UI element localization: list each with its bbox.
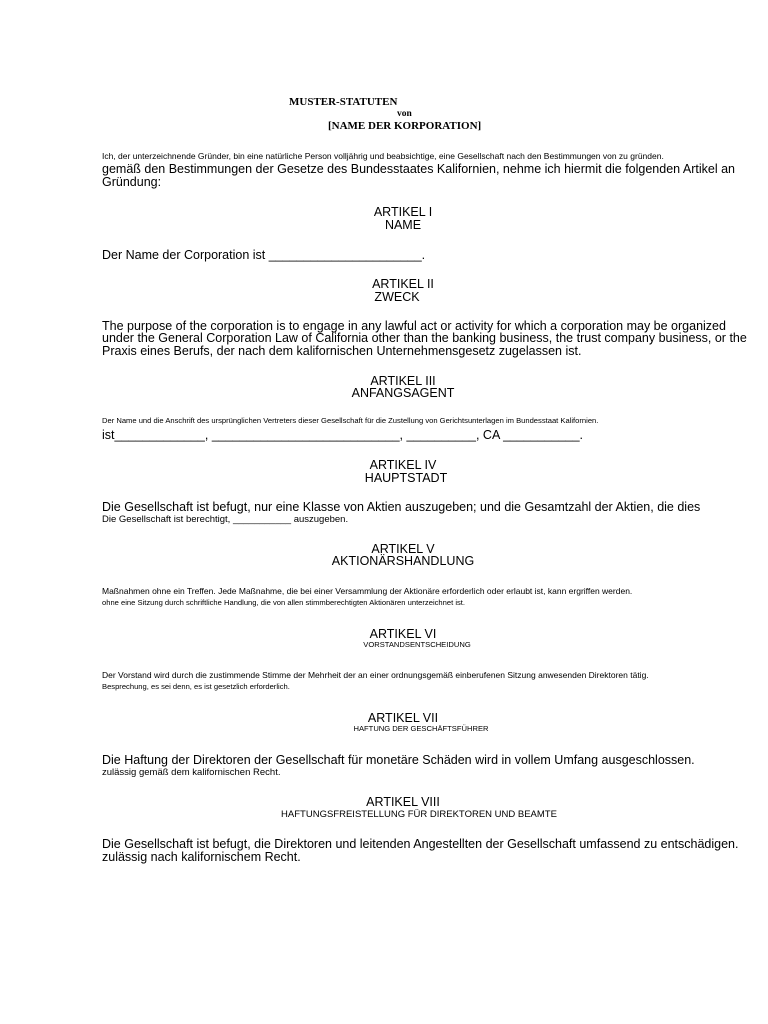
article-2-number: ARTIKEL II: [372, 277, 434, 291]
article-7-number: ARTIKEL VII: [367, 711, 439, 725]
article-7-line-2: zulässig gemäß dem kalifornischen Recht.: [102, 767, 281, 778]
article-8-number: ARTIKEL VIII: [366, 795, 440, 809]
article-4-line-2: Die Gesellschaft ist berechtigt, ___________ auszugeben.: [102, 514, 349, 525]
article-5-number: ARTIKEL V: [371, 542, 435, 556]
article-1-number: ARTIKEL I: [373, 205, 433, 219]
article-5-line-2: ohne eine Sitzung durch schriftliche Handlung, die von allen stimmberechtigten Aktionären unterzeichnet ist.: [102, 598, 466, 607]
article-3-number: ARTIKEL III: [370, 374, 436, 388]
intro-line-1: Ich, der unterzeichnende Gründer, bin eine natürliche Person volljährig und beabsichtige, eine Gesellschaft nach den Bestimmungen von zu gründen.: [102, 151, 664, 161]
corporation-name-placeholder: [NAME DER KORPORATION]: [328, 120, 482, 132]
article-7-heading: HAFTUNG DER GESCHÄFTSFÜHRER: [353, 724, 489, 733]
article-4-heading: HAUPTSTADT: [364, 471, 448, 485]
article-2-line-1: The purpose of the corporation is to engage in any lawful act or activity for which a corporation may be organized: [102, 319, 726, 333]
article-6-line-2: Besprechung, es sei denn, es ist gesetzlich erforderlich.: [102, 682, 290, 691]
article-5-line-1: Maßnahmen ohne ein Treffen. Jede Maßnahme, die bei einer Versammlung der Aktionäre erforderlich oder erlaubt ist, kann ergriffen werden.: [102, 586, 633, 596]
article-1-heading: NAME: [384, 218, 422, 232]
article-6-heading: VORSTANDSENTSCHEIDUNG: [363, 640, 471, 649]
article-7-line-1: Die Haftung der Direktoren der Gesellschaft für monetäre Schäden wird in vollem Umfang ausgeschlossen.: [102, 753, 695, 767]
title-von: von: [397, 109, 412, 119]
article-1-text: Der Name der Corporation ist ______________________.: [102, 248, 426, 262]
article-8-line-1: Die Gesellschaft ist befugt, die Direktoren und leitenden Angestellten der Gesellschaft umfassend zu entschädigen.: [102, 837, 739, 851]
article-4-number: ARTIKEL IV: [369, 458, 437, 472]
article-6-number: ARTIKEL VI: [369, 627, 437, 641]
intro-line-3: Gründung:: [102, 175, 162, 189]
document-title: MUSTER-STATUTEN: [289, 96, 398, 108]
article-4-line-1: Die Gesellschaft ist befugt, nur eine Klasse von Aktien auszugeben; und die Gesamtzahl der Aktien, die dies: [102, 500, 701, 514]
article-6-line-1: Der Vorstand wird durch die zustimmende Stimme der Mehrheit der an einer ordnungsgemäß einberufenen Sitzung anwesenden Direktoren tätig.: [102, 670, 649, 680]
article-3-line-2: ist_____________, ___________________________, __________, CA ___________.: [102, 428, 584, 442]
article-3-heading: ANFANGSAGENT: [351, 386, 455, 400]
article-2-heading: ZWECK: [374, 290, 420, 304]
article-3-line-1: Der Name und die Anschrift des ursprünglichen Vertreters dieser Gesellschaft für die Zustellung von Gerichtsunterlagen im Bundesstaat Kalifornien.: [102, 416, 599, 425]
article-8-heading: HAFTUNGSFREISTELLUNG FÜR DIREKTOREN UND BEAMTE: [281, 809, 557, 820]
article-2-line-3: Praxis eines Berufs, der nach dem kalifornischen Unternehmensgesetz zugelassen ist.: [102, 344, 582, 358]
article-8-line-2: zulässig nach kalifornischem Recht.: [102, 850, 301, 864]
article-2-line-2: under the General Corporation Law of California other than the banking business, the trust company business, or the: [102, 331, 747, 345]
article-5-heading: AKTIONÄRSHANDLUNG: [331, 554, 475, 568]
intro-line-2: gemäß den Bestimmungen der Gesetze des Bundesstaates Kalifornien, nehme ich hiermit die folgenden Artikel an: [102, 162, 736, 176]
